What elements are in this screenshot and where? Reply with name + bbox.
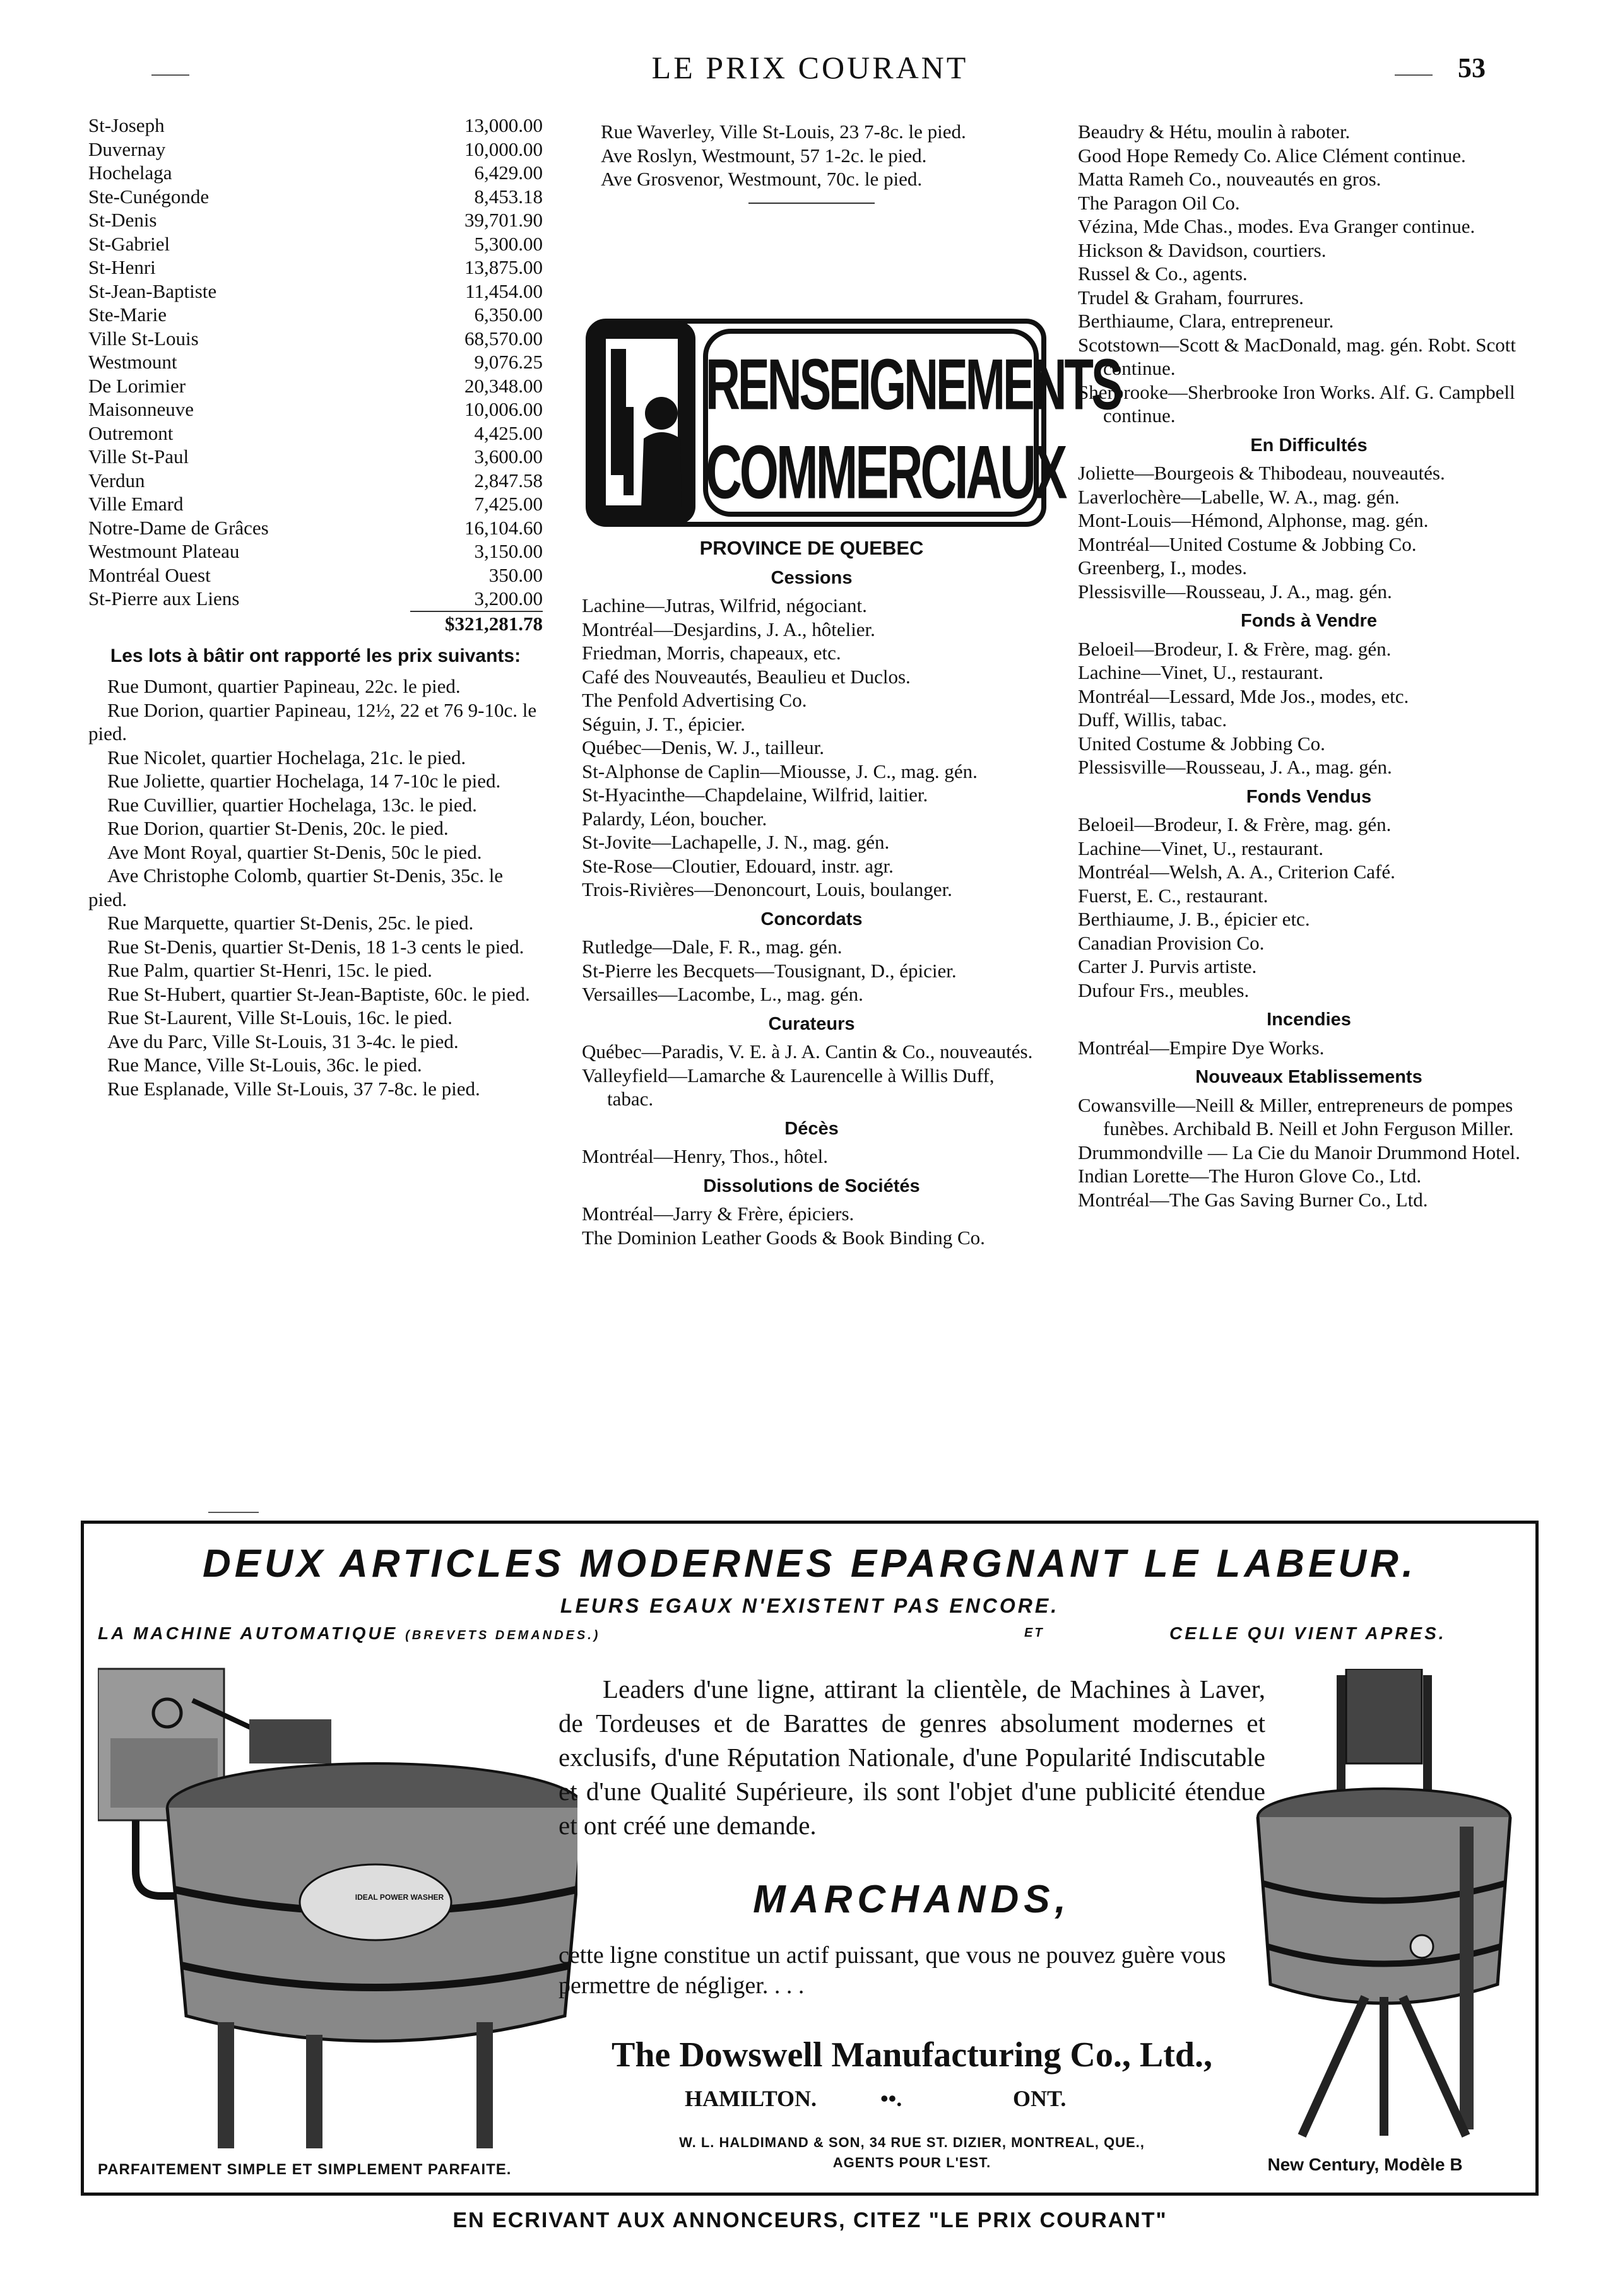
district-name: St-Henri xyxy=(88,256,156,278)
section-heading: Incendies xyxy=(1267,1010,1351,1030)
district-value: 20,348.00 xyxy=(464,374,543,397)
district-value: 10,000.00 xyxy=(464,138,543,160)
notice-entry: Indian Lorette—The Huron Glove Co., Ltd. xyxy=(1078,1165,1422,1187)
section-heading: Décès xyxy=(784,1118,839,1139)
right-column xyxy=(1078,120,1540,1211)
lot-entry: Rue Dumont, quartier Papineau, 22c. le pied. xyxy=(107,675,461,697)
notice-entry: Joliette—Bourgeois & Thibodeau, nouveautés. xyxy=(1078,462,1445,484)
ad-top-rule xyxy=(208,1512,259,1513)
lot-entry: Ave Mont Royal, quartier St-Denis, 50c le pied. xyxy=(107,840,482,863)
page-footer: EN ECRIVANT AUX ANNONCEURS, CITEZ "LE PRIX COURANT" xyxy=(452,2208,1168,2232)
notice-entry: The Dominion Leather Goods & Book Binding Co. xyxy=(582,1226,985,1249)
notice-entry: Montréal—United Costume & Jobbing Co. xyxy=(1078,533,1417,555)
notice-entry: Canadian Provision Co. xyxy=(1078,931,1265,954)
district-name: Ville St-Paul xyxy=(88,445,189,468)
district-row xyxy=(88,350,543,374)
district-row xyxy=(88,280,543,303)
notice-entry: Scotstown—Scott & MacDonald, mag. gén. Robt. Scott continue. xyxy=(1078,333,1517,379)
province-heading: PROVINCE DE QUEBEC xyxy=(699,537,924,559)
lots-list xyxy=(88,674,543,1100)
district-value: 13,875.00 xyxy=(464,256,543,278)
notice-entry: The Penfold Advertising Co. xyxy=(582,689,807,711)
notice-entry: Friedman, Morris, chapeaux, etc. xyxy=(582,642,841,664)
district-total-spacer xyxy=(88,611,410,636)
district-value: 9,076.25 xyxy=(474,351,543,373)
district-name: De Lorimier xyxy=(88,374,186,397)
notice-entry: Palardy, Léon, boucher. xyxy=(582,807,767,830)
automatic-washer-illustration xyxy=(98,1663,577,2148)
district-value: 10,006.00 xyxy=(464,398,543,420)
district-total-cell xyxy=(410,611,543,636)
district-name: Ville Emard xyxy=(88,493,184,515)
district-name: St-Pierre aux Liens xyxy=(88,587,240,609)
right-top-list xyxy=(1078,120,1540,428)
notice-entry: Plessisville—Rousseau, J. A., mag. gén. xyxy=(1078,580,1392,603)
district-name: Montréal Ouest xyxy=(88,563,211,586)
district-value: 7,425.00 xyxy=(474,493,543,515)
notice-entry: The Paragon Oil Co. xyxy=(1078,191,1240,214)
notice-entry: St-Hyacinthe—Chapdelaine, Wilfrid, laitier. xyxy=(582,784,928,806)
district-name: Ville St-Louis xyxy=(88,327,199,350)
lot-entry: Rue St-Denis, quartier St-Denis, 18 1-3 cents le pied. xyxy=(107,935,524,958)
lot-entry: Rue Cuvillier, quartier Hochelaga, 13c. le pied. xyxy=(107,793,477,816)
notice-entry: Montréal—Welsh, A. A., Criterion Café. xyxy=(1078,861,1395,883)
district-row xyxy=(88,256,543,280)
notice-entry: Ste-Rose—Cloutier, Edouard, instr. agr. xyxy=(582,854,894,877)
logo-text-line2: COMMERCIAUX xyxy=(706,430,1065,514)
district-row xyxy=(88,327,543,351)
ad-right-caption-top: CELLE QUI VIENT APRES. xyxy=(1169,1623,1446,1643)
district-name: Outremont xyxy=(88,421,174,444)
section-heading: Cessions xyxy=(771,567,853,588)
page-title: LE PRIX COURANT xyxy=(651,50,969,85)
notice-entry: Cowansville—Neill & Miller, entrepreneurs de pompes funèbes. Archibald B. Neill et John Ferguson Miller. xyxy=(1078,1093,1514,1139)
lot-entry: Rue Palm, quartier St-Henri, 15c. le pied. xyxy=(107,959,432,981)
notice-entry: Berthiaume, J. B., épicier etc. xyxy=(1078,908,1310,930)
district-value: 13,000.00 xyxy=(464,114,543,136)
district-row xyxy=(88,397,543,421)
notice-entry: Montréal—The Gas Saving Burner Co., Ltd. xyxy=(1078,1188,1428,1211)
notice-entry: Séguin, J. T., épicier. xyxy=(582,712,745,735)
lot-entry: Rue Dorion, quartier Papineau, 12½, 22 et 76 9-10c. le pied. xyxy=(88,698,537,745)
district-row xyxy=(88,114,543,138)
section-heading: Concordats xyxy=(760,909,863,929)
lot-entry: Rue Nicolet, quartier Hochelaga, 21c. le pied. xyxy=(107,746,466,768)
notice-entry: Lachine—Vinet, U., restaurant. xyxy=(1078,837,1323,859)
district-name: Maisonneuve xyxy=(88,398,194,420)
lot-entry: Rue Joliette, quartier Hochelaga, 14 7-10c le pied. xyxy=(107,770,501,792)
dowswell-advertisement xyxy=(81,1521,1539,2196)
district-row xyxy=(88,232,543,256)
notice-entry: St-Alphonse de Caplin—Miousse, J. C., mag. gén. xyxy=(582,760,978,782)
ad-agents-line1: W. L. HALDIMAND & SON, 34 RUE ST. DIZIER, MONTREAL, QUE., xyxy=(679,2134,1145,2150)
notice-entry: Drummondville — La Cie du Manoir Drummond Hotel. xyxy=(1078,1141,1520,1163)
notice-entry: Québec—Paradis, V. E. à J. A. Cantin & Co., nouveautés. xyxy=(582,1040,1033,1063)
notice-entry: United Costume & Jobbing Co. xyxy=(1078,732,1325,755)
district-row xyxy=(88,421,543,445)
lot-entry: Ave Roslyn, Westmount, 57 1-2c. le pied. xyxy=(601,144,927,167)
ad-left-caption-note: (BREVETS DEMANDES.) xyxy=(405,1628,601,1642)
district-value: 5,300.00 xyxy=(474,232,543,255)
notice-entry: Plessisville—Rousseau, J. A., mag. gén. xyxy=(1078,756,1392,778)
lot-entry: Rue Esplanade, Ville St-Louis, 37 7-8c. le pied. xyxy=(107,1077,480,1100)
district-row xyxy=(88,185,543,209)
district-value: 4,425.00 xyxy=(474,421,543,444)
top-lots-list xyxy=(582,120,1041,191)
ad-right-caption-bottom: New Century, Modèle B xyxy=(1267,2155,1463,2174)
notice-entry: Sherbrooke—Sherbrooke Iron Works. Alf. G. Campbell continue. xyxy=(1078,380,1515,427)
ad-headline: DEUX ARTICLES MODERNES EPARGNANT LE LABEUR. xyxy=(202,1542,1417,1586)
ad-et: ET xyxy=(1024,1626,1044,1640)
notice-entry: St-Pierre les Becquets—Tousignant, D., épicier. xyxy=(582,959,957,982)
district-total-row xyxy=(88,611,543,636)
district-value: 2,847.58 xyxy=(474,469,543,492)
district-value: 6,429.00 xyxy=(474,162,543,184)
district-name: St-Gabriel xyxy=(88,232,170,255)
lots-heading: Les lots à bâtir ont rapporté les prix suivants: xyxy=(110,645,521,666)
notice-entry: Laverlochère—Labelle, W. A., mag. gén. xyxy=(1078,485,1400,508)
ad-left-caption-text: LA MACHINE AUTOMATIQUE xyxy=(98,1623,398,1643)
ad-province: ONT. xyxy=(1013,2086,1067,2111)
section-heading: Curateurs xyxy=(768,1013,855,1034)
lot-entry: Ave Grosvenor, Westmount, 70c. le pied. xyxy=(601,168,923,190)
section-heading: En Difficultés xyxy=(1250,435,1368,456)
section-heading: Fonds Vendus xyxy=(1246,786,1372,807)
notice-entry: Berthiaume, Clara, entrepreneur. xyxy=(1078,310,1334,332)
notice-entry: Beloeil—Brodeur, I. & Frère, mag. gén. xyxy=(1078,637,1392,660)
notice-entry: Rutledge—Dale, F. R., mag. gén. xyxy=(582,936,843,958)
district-value: 3,600.00 xyxy=(474,445,543,468)
district-row xyxy=(88,138,543,162)
notice-entry: Montréal—Lessard, Mde Jos., modes, etc. xyxy=(1078,685,1409,707)
middle-column-notices xyxy=(582,536,1041,1249)
district-value: 3,200.00 xyxy=(474,587,543,609)
lot-entry: Rue Mance, Ville St-Louis, 36c. le pied. xyxy=(107,1054,422,1076)
district-value: 6,350.00 xyxy=(474,303,543,326)
header-rule-right xyxy=(1395,74,1433,76)
notice-entry: Mont-Louis—Hémond, Alphonse, mag. gén. xyxy=(1078,509,1429,531)
ad-agents-line2: AGENTS POUR L'EST. xyxy=(832,2155,991,2170)
district-total: $321,281.78 xyxy=(410,611,543,636)
lot-entry: Rue St-Hubert, quartier St-Jean-Baptiste, 60c. le pied. xyxy=(107,982,530,1005)
district-name: St-Denis xyxy=(88,209,157,231)
lot-entry: Rue Waverley, Ville St-Louis, 23 7-8c. le pied. xyxy=(601,121,966,143)
notice-entry: Montréal—Jarry & Frère, épiciers. xyxy=(582,1203,854,1225)
middle-sections xyxy=(582,567,1041,1250)
lot-entry: Rue Dorion, quartier St-Denis, 20c. le pied. xyxy=(107,817,449,839)
right-sections xyxy=(1078,434,1540,1212)
district-row xyxy=(88,161,543,185)
district-row xyxy=(88,469,543,493)
notice-entry: Montréal—Desjardins, J. A., hôtelier. xyxy=(582,618,875,640)
district-name: St-Joseph xyxy=(88,114,165,136)
notice-entry: Duff, Willis, tabac. xyxy=(1078,709,1227,731)
left-column xyxy=(88,114,543,1100)
notice-entry: Matta Rameh Co., nouveautés en gros. xyxy=(1078,168,1381,190)
district-table xyxy=(88,114,543,635)
ad-dots: ••. xyxy=(880,2086,902,2111)
notice-entry: Québec—Denis, W. J., tailleur. xyxy=(582,736,824,758)
renseignements-commerciaux-logo xyxy=(586,319,1121,527)
middle-column xyxy=(582,120,1041,204)
district-name: Duvernay xyxy=(88,138,166,160)
district-name: Westmount Plateau xyxy=(88,540,240,562)
district-value: 68,570.00 xyxy=(464,327,543,350)
notice-entry: Russel & Co., agents. xyxy=(1078,262,1248,285)
district-row xyxy=(88,445,543,469)
district-row xyxy=(88,563,543,587)
notice-entry: Beloeil—Brodeur, I. & Frère, mag. gén. xyxy=(1078,813,1392,835)
district-row xyxy=(88,374,543,398)
district-row xyxy=(88,516,543,540)
district-value: 3,150.00 xyxy=(474,540,543,562)
district-value: 39,701.90 xyxy=(464,209,543,231)
notice-entry: St-Jovite—Lachapelle, J. N., mag. gén. xyxy=(582,831,890,853)
section-heading: Dissolutions de Sociétés xyxy=(703,1175,920,1196)
page-number: 53 xyxy=(1458,52,1486,83)
district-value: 8,453.18 xyxy=(474,185,543,208)
district-row xyxy=(88,539,543,563)
district-row xyxy=(88,587,543,611)
ad-body2: cette ligne constitue un actif puissant, que vous ne pouvez guère vous permettre de négliger. . . . xyxy=(559,1942,1226,1999)
district-name: Westmount xyxy=(88,351,177,373)
district-name: Ste-Marie xyxy=(88,303,167,326)
district-value: 350.00 xyxy=(488,563,543,586)
district-row xyxy=(88,303,543,327)
divider xyxy=(748,203,875,204)
district-name: Notre-Dame de Grâces xyxy=(88,516,269,539)
notice-entry: Hickson & Davidson, courtiers. xyxy=(1078,238,1327,261)
ad-company: The Dowswell Manufacturing Co., Ltd., xyxy=(611,2035,1213,2075)
notice-entry: Montréal—Empire Dye Works. xyxy=(1078,1036,1325,1059)
ad-city: HAMILTON. xyxy=(685,2086,817,2111)
notice-entry: Café des Nouveautés, Beaulieu et Duclos. xyxy=(582,665,911,688)
lot-entry: Rue St-Laurent, Ville St-Louis, 16c. le pied. xyxy=(107,1006,452,1028)
district-name: St-Jean-Baptiste xyxy=(88,280,217,302)
district-row xyxy=(88,208,543,232)
district-value: 16,104.60 xyxy=(464,516,543,539)
section-heading: Nouveaux Etablissements xyxy=(1195,1067,1422,1087)
notice-entry: Dufour Frs., meubles. xyxy=(1078,979,1250,1001)
ad-left-caption-top xyxy=(98,1623,600,1644)
district-name: Ste-Cunégonde xyxy=(88,185,210,208)
ad-marchands: MARCHANDS, xyxy=(753,1878,1071,1921)
district-value: 11,454.00 xyxy=(465,280,543,302)
ad-body: Leaders d'une ligne, attirant la clientèle, de Machines à Laver, de Tordeuses et de Barattes de genres absolument modernes et exclusifs, d'une Réputation Nationale, d'une Popularité Indiscutable et d'une Qualité Supérieure, ils sont l'objet d'une publicité étendue et ont créé une demande. xyxy=(559,1675,1265,1840)
notice-entry: Carter J. Purvis artiste. xyxy=(1078,955,1257,977)
new-century-washer-illustration xyxy=(1239,1669,1517,2148)
notice-entry: Versailles—Lacombe, L., mag. gén. xyxy=(582,983,863,1005)
notice-entry: Beaudry & Hétu, moulin à raboter. xyxy=(1078,121,1351,143)
logo-text-line1: RENSEIGNEMENTS xyxy=(706,344,1121,425)
ad-subheadline: LEURS EGAUX N'EXISTENT PAS ENCORE. xyxy=(560,1594,1060,1617)
notice-entry: Trois-Rivières—Denoncourt, Louis, boulanger. xyxy=(582,878,952,900)
page-header xyxy=(0,44,1620,95)
washer-label: IDEAL POWER WASHER xyxy=(355,1893,444,1902)
section-heading: Fonds à Vendre xyxy=(1241,611,1377,631)
lot-entry: Rue Marquette, quartier St-Denis, 25c. le pied. xyxy=(107,912,474,934)
notice-entry: Lachine—Vinet, U., restaurant. xyxy=(1078,661,1323,683)
notice-entry: Valleyfield—Lamarche & Laurencelle à Willis Duff, tabac. xyxy=(582,1064,995,1110)
notice-entry: Vézina, Mde Chas., modes. Eva Granger continue. xyxy=(1078,215,1475,237)
district-name: Hochelaga xyxy=(88,162,172,184)
notice-entry: Good Hope Remedy Co. Alice Clément continue. xyxy=(1078,144,1466,167)
notice-entry: Lachine—Jutras, Wilfrid, négociant. xyxy=(582,594,867,616)
lot-entry: Ave Christophe Colomb, quartier St-Denis, 35c. le pied. xyxy=(88,864,504,910)
district-row xyxy=(88,492,543,516)
notice-entry: Montréal—Henry, Thos., hôtel. xyxy=(582,1145,829,1167)
lot-entry: Ave du Parc, Ville St-Louis, 31 3-4c. le pied. xyxy=(107,1030,459,1052)
ad-left-caption-bottom: PARFAITEMENT SIMPLE ET SIMPLEMENT PARFAITE. xyxy=(98,2161,512,2178)
district-name: Verdun xyxy=(88,469,145,492)
notice-entry: Trudel & Graham, fourrures. xyxy=(1078,286,1304,309)
notice-entry: Greenberg, I., modes. xyxy=(1078,556,1248,579)
notice-entry: Fuerst, E. C., restaurant. xyxy=(1078,884,1268,907)
